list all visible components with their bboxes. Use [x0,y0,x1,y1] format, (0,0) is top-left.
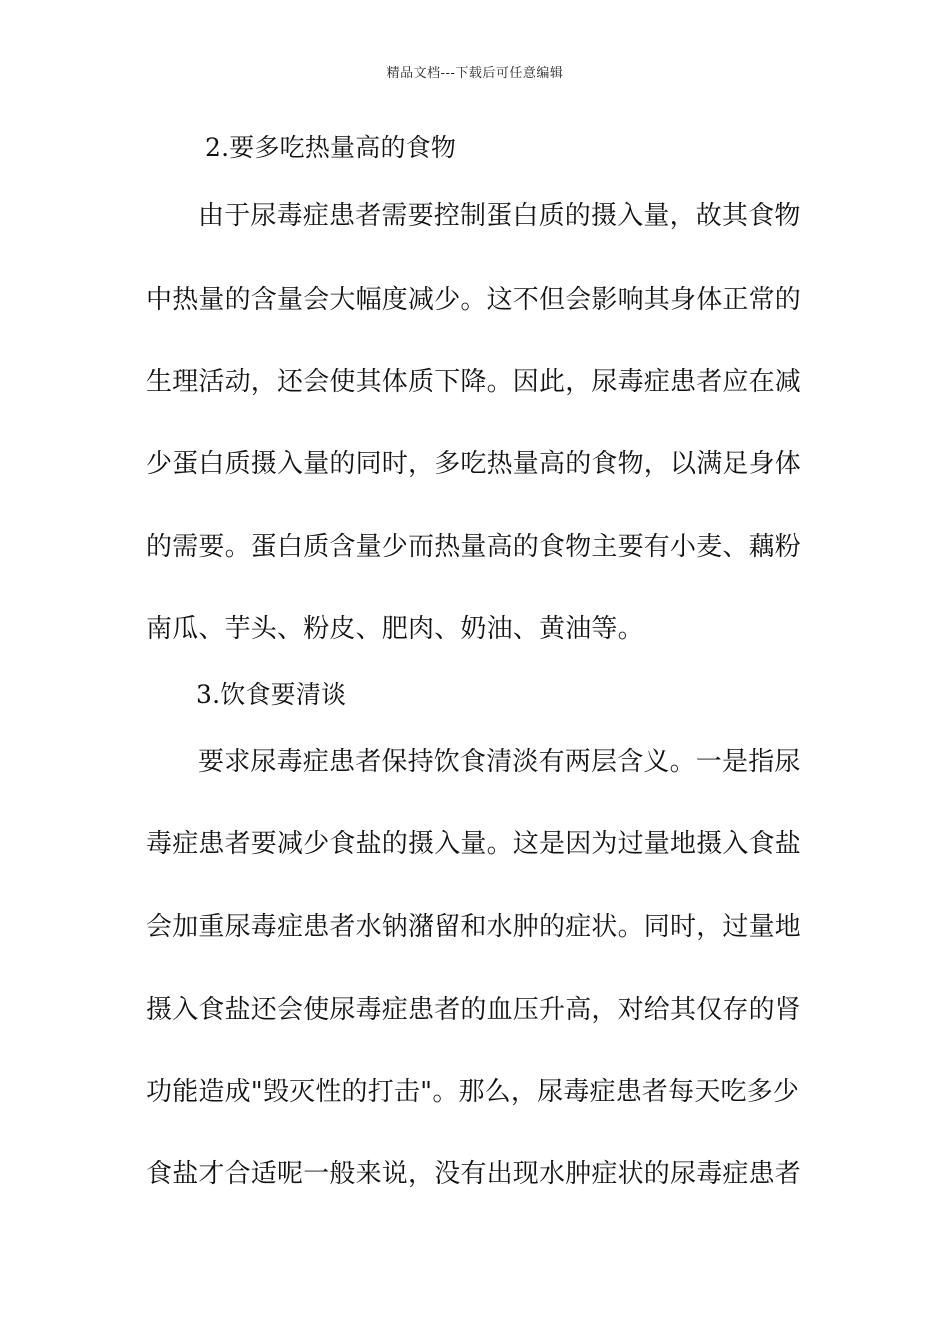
paragraph-line: 的需要。蛋白质含量少而热量高的食物主要有小麦、藕粉 [146,532,802,562]
section-heading-2: 2.要多吃热量高的食物 [205,133,457,162]
section-heading-3: 3.饮食要清谈 [196,680,347,709]
page-header: 精品文档---下载后可任意编辑 [386,66,564,81]
paragraph-line: 摄入食盐还会使尿毒症患者的血压升高，对给其仅存的肾 [146,995,802,1025]
paragraph-line: 功能造成"毁灭性的打击"。那么，尿毒症患者每天吃多少 [146,1077,800,1107]
paragraph-line: 由于尿毒症患者需要控制蛋白质的摄入量，故其食物 [198,201,801,231]
paragraph-line: 生理活动，还会使其体质下降。因此，尿毒症患者应在减 [146,367,802,397]
paragraph-line: 食盐才合适呢一般来说，没有出现水肿症状的尿毒症患者 [146,1159,802,1189]
paragraph-line: 会加重尿毒症患者水钠潴留和水肿的症状。同时，过量地 [146,912,802,942]
paragraph-line: 要求尿毒症患者保持饮食清淡有两层含义。一是指尿 [198,747,801,777]
paragraph-line: 毒症患者要减少食盐的摄入量。这是因为过量地摄入食盐 [146,829,802,859]
paragraph-line: 少蛋白质摄入量的同时，多吃热量高的食物，以满足身体 [146,449,802,479]
paragraph-line: 中热量的含量会大幅度减少。这不但会影响其身体正常的 [146,285,802,315]
paragraph-line: 南瓜、芋头、粉皮、肥肉、奶油、黄油等。 [146,614,644,644]
